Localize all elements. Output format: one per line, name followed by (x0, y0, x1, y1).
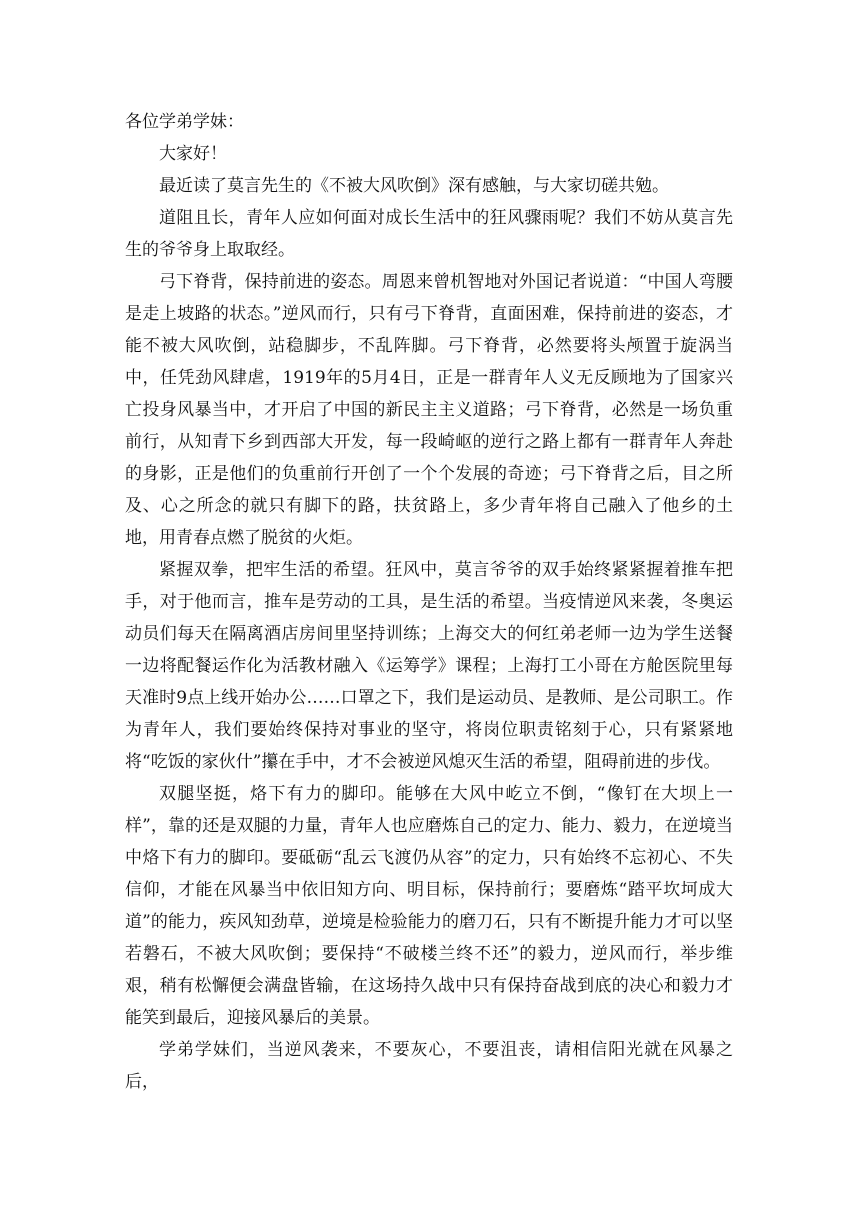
salutation: 各位学弟学妹： (125, 112, 244, 132)
closing-paragraph: 学弟学妹们，当逆风袭来，不要灰心，不要沮丧，请相信阳光就在风暴之后， (125, 1040, 733, 1092)
greeting-paragraph: 大家好！ (159, 144, 227, 164)
letter-body (125, 106, 733, 1098)
body-paragraph-firm-legs: 双腿坚挺，烙下有力的脚印。能够在大风中屹立不倒，“像钉在大坝上一样”，靠的还是双腿的力量，青年人也应磨炼自己的定力、能力、毅力，在逆境当中烙下有力的脚印。要砥砺“乱云飞渡仍从容”的定力，只有始终不忘初心、不失信仰，才能在风暴当中依旧知方向、明目标，保持前行；要磨炼“踏平坎坷成大道”的能力，疾风知劲草，逆境是检验能力的磨刀石，只有不断提升能力才可以坚若磐石，不被大风吹倒；要保持“不破楼兰终不还”的毅力，逆风而行，举步维艰，稍有松懈便会满盘皆输，在这场持久战中只有保持奋战到底的决心和毅力才能笑到最后，迎接风暴后的美景。 (125, 784, 733, 1028)
question-paragraph: 道阻且长，青年人应如何面对成长生活中的狂风骤雨呢？我们不妨从莫言先生的爷爷身上取取经。 (125, 208, 733, 260)
intro-paragraph: 最近读了莫言先生的《不被大风吹倒》深有感触，与大家切磋共勉。 (159, 176, 669, 196)
body-paragraph-clench-fists: 紧握双拳，把牢生活的希望。狂风中，莫言爷爷的双手始终紧紧握着推车把手，对于他而言，推车是劳动的工具，是生活的希望。当疫情逆风来袭，冬奥运动员们每天在隔离酒店房间里坚持训练；上海交大的何红弟老师一边为学生送餐一边将配餐运作化为活教材融入《运筹学》课程；上海打工小哥在方舱医院里每天准时9点上线开始办公……口罩之下，我们是运动员、是教师、是公司职工。作为青年人，我们要始终保持对事业的坚守，将岗位职责铭刻于心，只有紧紧地将“吃饭的家伙什”攥在手中，才不会被逆风熄灭生活的希望，阻碍前进的步伐。 (125, 560, 733, 772)
body-paragraph-bend-back: 弓下脊背，保持前进的姿态。周恩来曾机智地对外国记者说道：“中国人弯腰是走上坡路的状态。”逆风而行，只有弓下脊背，直面困难，保持前进的姿态，才能不被大风吹倒，站稳脚步，不乱阵脚。弓下脊背，必然要将头颅置于旋涡当中，任凭劲风肆虐，1919年的5月4日，正是一群青年人义无反顾地为了国家兴亡投身风暴当中，才开启了中国的新民主主义道路；弓下脊背，必然是一场负重前行，从知青下乡到西部大开发，每一段崎岖的逆行之路上都有一群青年人奔赴的身影，正是他们的负重前行开创了一个个发展的奇迹；弓下脊背之后，目之所及、心之所念的就只有脚下的路，扶贫路上，多少青年将自己融入了他乡的土地，用青春点燃了脱贫的火炬。 (125, 272, 733, 548)
